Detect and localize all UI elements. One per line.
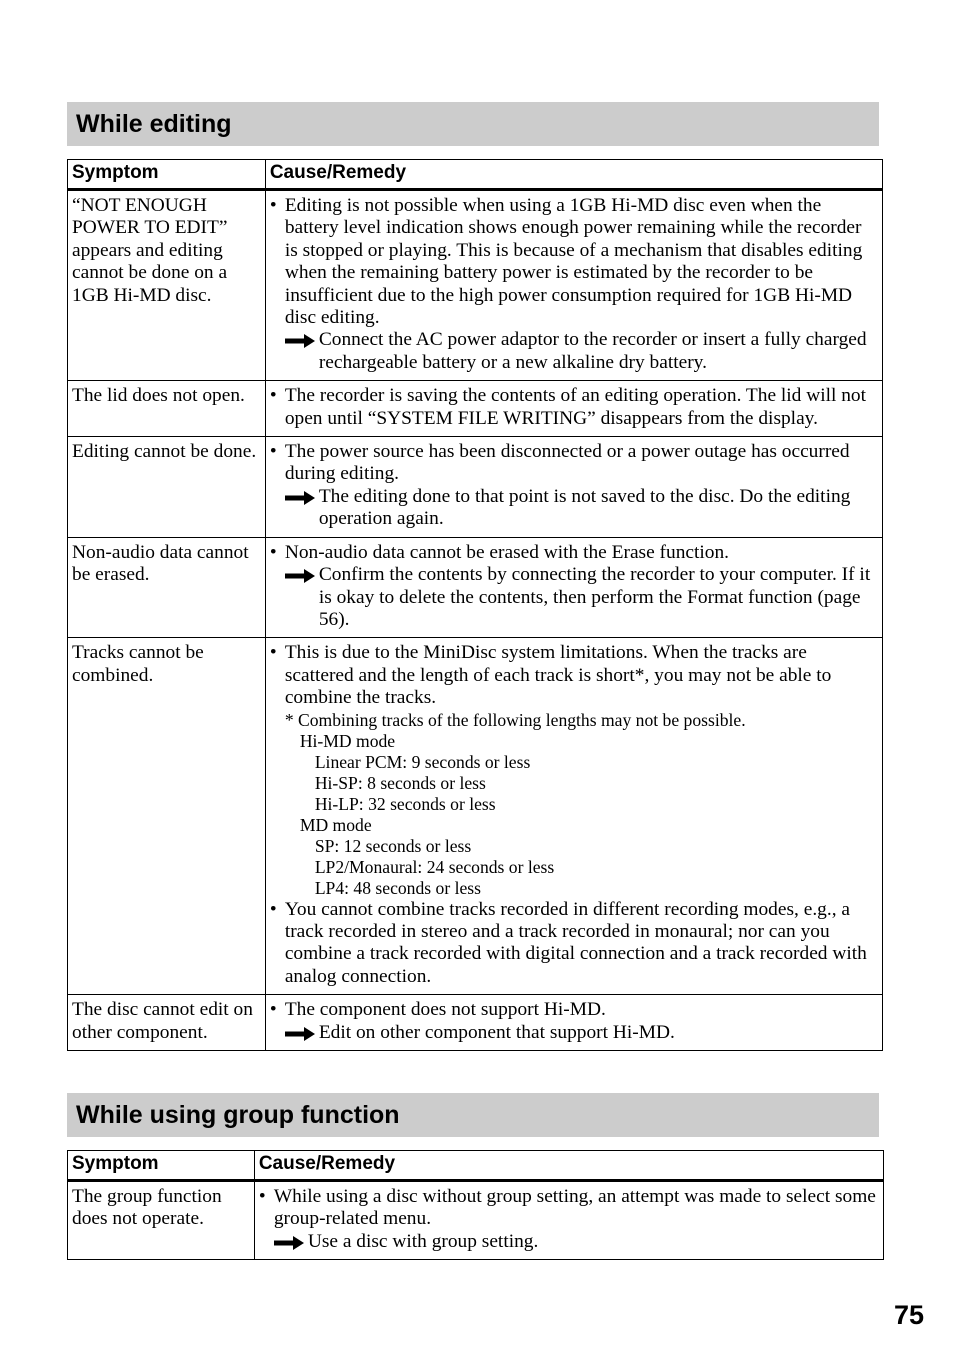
remedy-text: Connect the AC power adaptor to the recorder or insert a fully charged rechargeable battery or a new alkaline dry battery. [318, 329, 867, 373]
remedy-text: Edit on other component that support Hi-MD. [318, 1021, 675, 1043]
cause-bullet: • The recorder is saving the contents of an editing operation. The lid will not open until “SYSTEM FILE WRITING” disappears from the display. [270, 385, 878, 430]
arrow-right-icon [285, 491, 315, 505]
table-header-row [68, 160, 883, 190]
arrow-right-icon [285, 1027, 315, 1041]
table-row [68, 537, 883, 638]
remedy-text: Confirm the contents by connecting the recorder to your computer. If it is okay to delete the contents, then perform the Format function (page 56). [318, 564, 871, 630]
remedy-text: Use a disc with group setting. [307, 1230, 539, 1252]
mode-heading: Hi-MD mode [299, 730, 396, 751]
footnote-intro: * Combining tracks of the following lengths may not be possible. [284, 709, 746, 730]
arrow-right-icon [274, 1236, 304, 1250]
cause-cell [265, 537, 882, 638]
remedy-text: The editing done to that point is not saved to the disc. Do the editing operation again. [318, 485, 851, 530]
symptom-cell: “NOT ENOUGH POWER TO EDIT” appears and editing cannot be done on a 1GB Hi-MD disc. [68, 190, 266, 381]
cause-cell [265, 638, 882, 995]
remedy-line [270, 486, 878, 531]
mode-item: Linear PCM: 9 seconds or less [314, 751, 531, 772]
cause-bullet: • Non-audio data cannot be erased with the Erase function. [270, 542, 878, 564]
symptom-cell: The group function does not operate. [68, 1181, 255, 1260]
symptom-cell: Non-audio data cannot be erased. [68, 537, 266, 638]
symptom-cell: The disc cannot edit on other component. [68, 995, 266, 1051]
table-row [68, 381, 883, 437]
symptom-header: Symptom [68, 1151, 255, 1181]
cause-cell [265, 381, 882, 437]
remedy-line [270, 564, 878, 631]
section-title-while-editing: While editing [67, 102, 879, 146]
table-row [68, 995, 883, 1051]
cause-cell [265, 190, 882, 381]
table-row [68, 190, 883, 381]
mode-item: LP4: 48 seconds or less [314, 877, 481, 898]
symptom-header: Symptom [68, 160, 266, 190]
cause-bullet: • This is due to the MiniDisc system limitations. When the tracks are scattered and the length of each track is short*, you may not be able to combine the tracks. [270, 642, 878, 709]
section-title-while-using-group-function: While using group function [67, 1093, 879, 1137]
cause-bullet: • The power source has been disconnected or a power outage has occurred during editing. [270, 441, 878, 486]
remedy-line [270, 1022, 878, 1044]
mode-item: SP: 12 seconds or less [314, 835, 472, 856]
cause-bullet: • The component does not support Hi-MD. [270, 999, 878, 1021]
table-row [68, 437, 883, 538]
cause-cell [265, 437, 882, 538]
table-header-row [68, 1151, 884, 1181]
page-number: 75 [893, 1300, 924, 1330]
cause-bullet: • Editing is not possible when using a 1GB Hi-MD disc even when the battery level indication shows enough power remaining while the recorder is stopped or playing. This is because of a mechanism that disables editing when the remaining battery power is estimated by the recorder to be insufficient due to the high power consumption required for 1GB Hi-MD disc editing. [270, 195, 878, 329]
mode-item: Hi-LP: 32 seconds or less [314, 793, 496, 814]
mode-item: LP2/Monaural: 24 seconds or less [314, 856, 555, 877]
symptom-cell: Editing cannot be done. [68, 437, 266, 538]
cause-cell [254, 1181, 883, 1260]
remedy-line [270, 329, 878, 374]
footnote [270, 710, 878, 899]
cause-bullet: • You cannot combine tracks recorded in different recording modes, e.g., a track recorded in stereo and a track recorded in monaural; nor can you combine a track recorded with digital connection and a track recorded with analog connection. [270, 899, 878, 989]
symptom-cell: The lid does not open. [68, 381, 266, 437]
mode-item: Hi-SP: 8 seconds or less [314, 772, 486, 793]
cause-cell [265, 995, 882, 1051]
mode-heading: MD mode [299, 814, 372, 835]
table-row [68, 1181, 884, 1260]
table-row [68, 638, 883, 995]
group-trouble-table [67, 1150, 884, 1260]
cause-remedy-header: Cause/Remedy [265, 160, 882, 190]
cause-bullet: • While using a disc without group setting, an attempt was made to select some group-related menu. [259, 1186, 879, 1231]
arrow-right-icon [285, 334, 315, 348]
symptom-cell: Tracks cannot be combined. [68, 638, 266, 995]
editing-trouble-table [67, 159, 883, 1051]
remedy-line [259, 1231, 879, 1253]
arrow-right-icon [285, 569, 315, 583]
cause-remedy-header: Cause/Remedy [254, 1151, 883, 1181]
